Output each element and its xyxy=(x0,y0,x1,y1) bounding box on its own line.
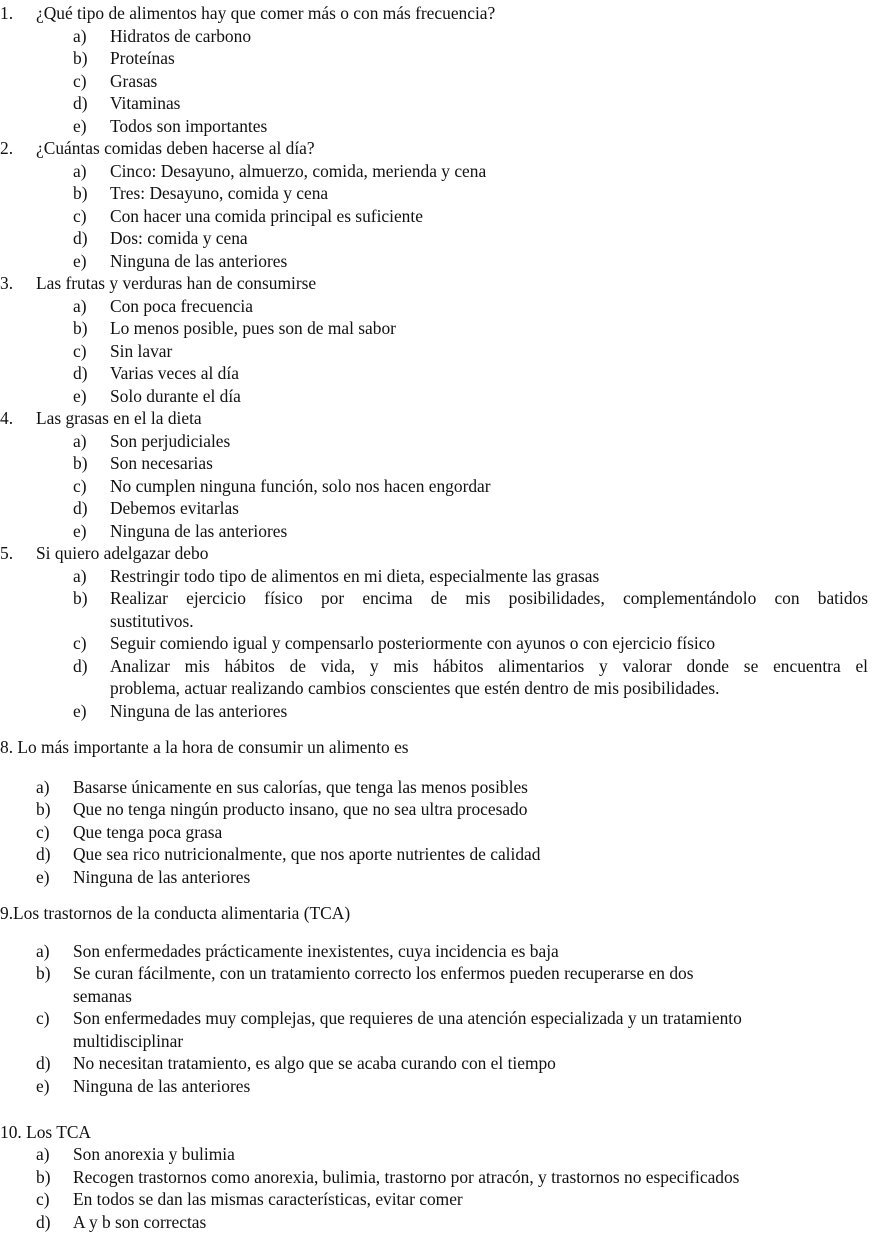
option-text: Cinco: Desayuno, almuerzo, comida, merienda y cena xyxy=(110,161,487,181)
option-text: Sin lavar xyxy=(110,341,173,361)
question-8: 8. Lo más importante a la hora de consumir un alimento es xyxy=(0,737,409,757)
option-text: Ninguna de las anteriores xyxy=(73,1076,251,1096)
question-text: Las frutas y verduras han de consumirse xyxy=(36,273,317,293)
option-4d xyxy=(73,497,239,520)
option-4c xyxy=(73,475,491,498)
option-1a xyxy=(73,25,251,48)
option-text: Con hacer una comida principal es suficiente xyxy=(110,206,423,226)
option-9d xyxy=(36,1052,556,1075)
option-text: No necesitan tratamiento, es algo que se acaba curando con el tiempo xyxy=(73,1053,556,1073)
option-5b-text-line1: Realizar ejercicio físico por encima de mis posibilidades, complementándolo con batidos xyxy=(110,588,868,608)
question-3 xyxy=(0,272,316,295)
option-4a xyxy=(73,430,230,453)
option-9a xyxy=(36,940,559,963)
question-number: 2. xyxy=(0,138,14,158)
option-letter: b) xyxy=(36,799,51,819)
option-letter: e) xyxy=(36,1076,50,1096)
option-text: En todos se dan las mismas características, evitar comer xyxy=(73,1189,463,1209)
option-text: Ninguna de las anteriores xyxy=(110,251,288,271)
option-text: Son enfermedades prácticamente inexistentes, cuya incidencia es baja xyxy=(73,941,559,961)
option-5d-text-line1: Analizar mis hábitos de vida, y mis hábitos alimentarios y valorar donde se encuentra el xyxy=(110,656,868,676)
option-5d-text-line2: problema, actuar realizando cambios conscientes que estén dentro de mis posibilidades. xyxy=(110,678,720,698)
option-text: Varias veces al día xyxy=(110,363,239,383)
option-text: A y b son correctas xyxy=(73,1212,207,1232)
option-text: Que sea rico nutricionalmente, que nos aporte nutrientes de calidad xyxy=(73,844,541,864)
option-letter: e) xyxy=(36,867,50,887)
option-letter: d) xyxy=(36,1053,51,1073)
option-letter: b) xyxy=(73,453,88,473)
option-10a xyxy=(36,1143,235,1166)
option-5d xyxy=(73,655,110,678)
option-letter: a) xyxy=(73,26,87,46)
option-10b xyxy=(36,1166,739,1189)
option-9e xyxy=(36,1075,250,1098)
option-letter: c) xyxy=(73,341,87,361)
option-letter: b) xyxy=(73,48,88,68)
question-2 xyxy=(0,137,315,160)
option-3b xyxy=(73,317,396,340)
option-8d xyxy=(36,843,540,866)
option-8a xyxy=(36,776,528,799)
option-letter: d) xyxy=(36,1212,51,1232)
option-letter: c) xyxy=(36,1189,50,1209)
option-text: Todos son importantes xyxy=(110,116,268,136)
option-2a xyxy=(73,160,486,183)
option-2e xyxy=(73,250,287,273)
option-text: Basarse únicamente en sus calorías, que tenga las menos posibles xyxy=(73,777,528,797)
option-1c xyxy=(73,70,157,93)
option-text: No cumplen ninguna función, solo nos hacen engordar xyxy=(110,476,491,496)
option-5a xyxy=(73,565,599,588)
option-letter: b) xyxy=(73,318,88,338)
option-letter: c) xyxy=(73,476,87,496)
option-text: Restringir todo tipo de alimentos en mi dieta, especialmente las grasas xyxy=(110,566,600,586)
option-text: Ninguna de las anteriores xyxy=(110,701,288,721)
option-letter: c) xyxy=(36,1008,50,1028)
option-text: Son perjudiciales xyxy=(110,431,231,451)
option-letter: b) xyxy=(36,963,51,983)
option-9b-text-line2: semanas xyxy=(73,986,132,1006)
option-text: Proteínas xyxy=(110,48,175,68)
option-letter: a) xyxy=(36,777,50,797)
question-5 xyxy=(0,542,208,565)
option-text: Grasas xyxy=(110,71,158,91)
option-1e xyxy=(73,115,267,138)
option-text: Debemos evitarlas xyxy=(110,498,239,518)
option-2d xyxy=(73,227,248,250)
option-letter: e) xyxy=(73,701,87,721)
option-text: Solo durante el día xyxy=(110,386,241,406)
option-5c xyxy=(73,632,715,655)
question-text: Las grasas en el la dieta xyxy=(36,408,202,428)
option-4b xyxy=(73,452,213,475)
option-letter: c) xyxy=(73,206,87,226)
option-5b-text-line2: sustitutivos. xyxy=(110,611,194,631)
option-1b xyxy=(73,47,175,70)
option-text: Recogen trastornos como anorexia, bulimia, trastorno por atracón, y trastornos no especificados xyxy=(73,1167,740,1187)
option-letter: a) xyxy=(36,941,50,961)
option-text: Son anorexia y bulimia xyxy=(73,1144,235,1164)
option-letter: d) xyxy=(36,844,51,864)
option-9c-text-line2: multidisciplinar xyxy=(73,1031,184,1051)
option-5b xyxy=(73,587,110,610)
option-letter: e) xyxy=(73,251,87,271)
option-2c xyxy=(73,205,423,228)
option-1d xyxy=(73,92,180,115)
option-text: Seguir comiendo igual y compensarlo posteriormente con ayunos o con ejercicio físico xyxy=(110,633,716,653)
option-letter: e) xyxy=(73,386,87,406)
option-letter: a) xyxy=(73,296,87,316)
option-8e xyxy=(36,866,250,889)
option-text: Ninguna de las anteriores xyxy=(110,521,288,541)
option-5e xyxy=(73,700,287,723)
option-letter: b) xyxy=(36,1167,51,1187)
option-letter: d) xyxy=(73,656,88,676)
option-8c xyxy=(36,821,222,844)
option-3a xyxy=(73,295,253,318)
option-letter: b) xyxy=(73,183,88,203)
option-letter: c) xyxy=(36,822,50,842)
option-letter: d) xyxy=(73,93,88,113)
option-letter: b) xyxy=(73,588,88,608)
option-text: Hidratos de carbono xyxy=(110,26,252,46)
option-3e xyxy=(73,385,241,408)
question-10: 10. Los TCA xyxy=(0,1122,91,1142)
question-text: ¿Cuántas comidas deben hacerse al día? xyxy=(36,138,315,158)
option-text: Dos: comida y cena xyxy=(110,228,248,248)
question-1 xyxy=(0,2,495,25)
option-text: Son necesarias xyxy=(110,453,213,473)
option-10d xyxy=(36,1211,206,1234)
option-text: Con poca frecuencia xyxy=(110,296,253,316)
option-letter: a) xyxy=(36,1144,50,1164)
question-4 xyxy=(0,407,202,430)
option-text: Tres: Desayuno, comida y cena xyxy=(110,183,329,203)
option-10c xyxy=(36,1188,463,1211)
option-text: Son enfermedades muy complejas, que requieres de una atención especializada y un tratamiento xyxy=(73,1008,742,1028)
option-8b xyxy=(36,798,527,821)
option-2b xyxy=(73,182,328,205)
option-9b xyxy=(36,962,693,985)
question-number: 4. xyxy=(0,408,14,428)
question-text: ¿Qué tipo de alimentos hay que comer más o con más frecuencia? xyxy=(36,3,496,23)
option-letter: a) xyxy=(73,431,87,451)
option-9c xyxy=(36,1007,742,1030)
option-text: Que tenga poca grasa xyxy=(73,822,223,842)
option-text: Ninguna de las anteriores xyxy=(73,867,251,887)
option-letter: c) xyxy=(73,633,87,653)
option-letter: e) xyxy=(73,116,87,136)
question-number: 3. xyxy=(0,273,14,293)
option-letter: c) xyxy=(73,71,87,91)
option-4e xyxy=(73,520,287,543)
question-text: Si quiero adelgazar debo xyxy=(36,543,209,563)
option-letter: d) xyxy=(73,363,88,383)
option-letter: d) xyxy=(73,228,88,248)
option-text: Vitaminas xyxy=(110,93,181,113)
option-text: Que no tenga ningún producto insano, que no sea ultra procesado xyxy=(73,799,528,819)
question-9: 9.Los trastornos de la conducta alimentaria (TCA) xyxy=(0,903,351,923)
option-letter: e) xyxy=(73,521,87,541)
question-number: 1. xyxy=(0,3,14,23)
option-text: Se curan fácilmente, con un tratamiento correcto los enfermos pueden recuperarse en dos xyxy=(73,963,694,983)
option-3c xyxy=(73,340,172,363)
option-letter: a) xyxy=(73,161,87,181)
option-letter: a) xyxy=(73,566,87,586)
option-3d xyxy=(73,362,239,385)
question-number: 5. xyxy=(0,543,14,563)
option-letter: d) xyxy=(73,498,88,518)
option-text: Lo menos posible, pues son de mal sabor xyxy=(110,318,396,338)
